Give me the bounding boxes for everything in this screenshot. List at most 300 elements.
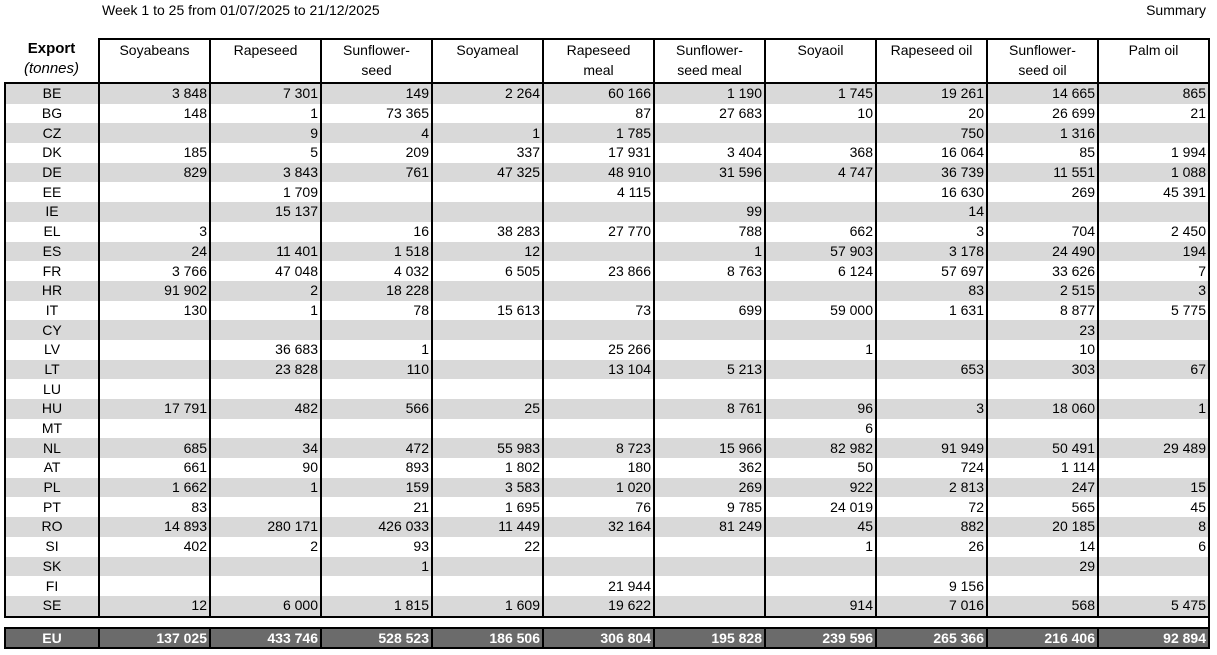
value-cell: 57 903 [765, 242, 876, 262]
value-cell [876, 320, 987, 340]
value-cell [765, 281, 876, 301]
value-cell [1098, 419, 1209, 439]
value-cell [543, 281, 654, 301]
value-cell [654, 320, 765, 340]
value-cell: 269 [987, 182, 1098, 202]
value-cell: 761 [321, 163, 432, 183]
report-period: Week 1 to 25 from 01/07/2025 to 21/12/2025 [102, 2, 380, 18]
country-code: LU [5, 379, 99, 399]
table-row [5, 242, 1209, 262]
value-cell: 3 848 [99, 83, 210, 104]
value-cell: 14 [876, 202, 987, 222]
column-header-line: Rapeseed oil [890, 42, 973, 58]
header-row [5, 39, 1209, 83]
value-cell: 15 613 [432, 301, 543, 321]
value-cell: 23 866 [543, 261, 654, 281]
value-cell: 25 266 [543, 340, 654, 360]
table-row [5, 478, 1209, 498]
table-row [5, 596, 1209, 617]
value-cell: 73 [543, 301, 654, 321]
value-cell [876, 379, 987, 399]
value-cell [432, 182, 543, 202]
value-cell: 130 [99, 301, 210, 321]
table-row [5, 104, 1209, 124]
value-cell: 426 033 [321, 517, 432, 537]
value-cell: 83 [99, 497, 210, 517]
value-cell: 750 [876, 123, 987, 143]
table-row [5, 83, 1209, 104]
value-cell [987, 202, 1098, 222]
value-cell [99, 182, 210, 202]
column-header-line: Soyabeans [119, 42, 190, 58]
unit-heading: (tonnes) [23, 60, 80, 77]
column-header-line: Rapeseed [566, 42, 631, 58]
country-code: NL [5, 438, 99, 458]
total-cell: 195 828 [654, 628, 765, 648]
column-header-line: Soyaoil [797, 42, 844, 58]
value-cell [321, 576, 432, 596]
column-header-line: Soyameal [456, 42, 519, 58]
value-cell: 73 365 [321, 104, 432, 124]
value-cell: 45 391 [1098, 182, 1209, 202]
country-code: PL [5, 478, 99, 498]
value-cell: 78 [321, 301, 432, 321]
value-cell: 36 739 [876, 163, 987, 183]
value-cell [210, 419, 321, 439]
value-cell [765, 557, 876, 577]
table-row [5, 497, 1209, 517]
value-cell: 87 [543, 104, 654, 124]
value-cell: 1 785 [543, 123, 654, 143]
value-cell: 31 596 [654, 163, 765, 183]
value-cell: 2 813 [876, 478, 987, 498]
value-cell [432, 360, 543, 380]
value-cell [321, 182, 432, 202]
value-cell: 1 [765, 537, 876, 557]
value-cell: 16 630 [876, 182, 987, 202]
value-cell [543, 537, 654, 557]
value-cell [432, 379, 543, 399]
value-cell: 402 [99, 537, 210, 557]
value-cell: 99 [654, 202, 765, 222]
value-cell: 337 [432, 143, 543, 163]
value-cell: 6 000 [210, 596, 321, 617]
value-cell: 24 [99, 242, 210, 262]
value-cell: 653 [876, 360, 987, 380]
corner-header [5, 39, 99, 83]
summary-label: Summary [1146, 2, 1206, 18]
value-cell [765, 360, 876, 380]
value-cell: 14 893 [99, 517, 210, 537]
value-cell: 6 505 [432, 261, 543, 281]
value-cell: 16 [321, 222, 432, 242]
total-label: EU [5, 628, 99, 648]
value-cell: 3 [876, 399, 987, 419]
value-cell: 72 [876, 497, 987, 517]
value-cell [765, 123, 876, 143]
country-code: IE [5, 202, 99, 222]
table-row [5, 458, 1209, 478]
value-cell: 50 491 [987, 438, 1098, 458]
value-cell: 865 [1098, 83, 1209, 104]
value-cell: 9 785 [654, 497, 765, 517]
value-cell [1098, 379, 1209, 399]
value-cell: 180 [543, 458, 654, 478]
value-cell: 1 709 [210, 182, 321, 202]
value-cell [543, 419, 654, 439]
value-cell [765, 182, 876, 202]
value-cell [654, 182, 765, 202]
country-code: PT [5, 497, 99, 517]
value-cell: 8 877 [987, 301, 1098, 321]
value-cell: 303 [987, 360, 1098, 380]
value-cell: 17 931 [543, 143, 654, 163]
country-code: LV [5, 340, 99, 360]
value-cell: 11 401 [210, 242, 321, 262]
value-cell [1098, 320, 1209, 340]
value-cell: 11 551 [987, 163, 1098, 183]
value-cell: 4 032 [321, 261, 432, 281]
value-cell: 148 [99, 104, 210, 124]
value-cell: 81 249 [654, 517, 765, 537]
value-cell: 19 622 [543, 596, 654, 617]
value-cell: 26 699 [987, 104, 1098, 124]
value-cell: 4 747 [765, 163, 876, 183]
value-cell: 247 [987, 478, 1098, 498]
value-cell [1098, 340, 1209, 360]
value-cell: 67 [1098, 360, 1209, 380]
value-cell [543, 557, 654, 577]
country-code: EL [5, 222, 99, 242]
column-header-sunflower-seed-oil [987, 39, 1098, 83]
value-cell: 1 088 [1098, 163, 1209, 183]
country-code: CZ [5, 123, 99, 143]
column-header-rapeseed-oil [876, 39, 987, 83]
value-cell: 482 [210, 399, 321, 419]
value-cell [321, 379, 432, 399]
country-code: HU [5, 399, 99, 419]
value-cell: 55 983 [432, 438, 543, 458]
value-cell: 6 [765, 419, 876, 439]
value-cell [99, 557, 210, 577]
value-cell: 7 301 [210, 83, 321, 104]
value-cell [432, 340, 543, 360]
value-cell [1098, 576, 1209, 596]
value-cell [654, 596, 765, 617]
value-cell: 33 626 [987, 261, 1098, 281]
value-cell: 11 449 [432, 517, 543, 537]
value-cell: 23 828 [210, 360, 321, 380]
column-header-soyameal [432, 39, 543, 83]
value-cell: 29 [987, 557, 1098, 577]
export-heading: Export [27, 40, 76, 57]
value-cell: 3 [99, 222, 210, 242]
table-row [5, 222, 1209, 242]
total-row [5, 628, 1209, 648]
value-cell [1098, 458, 1209, 478]
column-header-line: Sunflower- [343, 42, 410, 58]
value-cell: 10 [987, 340, 1098, 360]
country-code: RO [5, 517, 99, 537]
value-cell [987, 576, 1098, 596]
value-cell [654, 537, 765, 557]
value-cell: 13 104 [543, 360, 654, 380]
value-cell: 3 766 [99, 261, 210, 281]
value-cell [543, 242, 654, 262]
value-cell: 10 [765, 104, 876, 124]
value-cell: 12 [432, 242, 543, 262]
country-code: LT [5, 360, 99, 380]
table-row [5, 379, 1209, 399]
value-cell: 472 [321, 438, 432, 458]
value-cell: 1 [654, 242, 765, 262]
value-cell: 18 060 [987, 399, 1098, 419]
column-header-line: seed meal [677, 62, 742, 78]
value-cell: 26 [876, 537, 987, 557]
value-cell: 8 761 [654, 399, 765, 419]
column-header-line: seed oil [1018, 62, 1067, 78]
value-cell: 368 [765, 143, 876, 163]
value-cell: 882 [876, 517, 987, 537]
value-cell [99, 340, 210, 360]
value-cell: 29 489 [1098, 438, 1209, 458]
value-cell: 38 283 [432, 222, 543, 242]
value-cell: 45 [1098, 497, 1209, 517]
value-cell [987, 379, 1098, 399]
table-row [5, 320, 1209, 340]
value-cell: 1 [765, 340, 876, 360]
total-cell: 216 406 [987, 628, 1098, 648]
column-header-rapeseed-meal [543, 39, 654, 83]
value-cell [654, 576, 765, 596]
export-table [4, 38, 1210, 649]
value-cell: 8 723 [543, 438, 654, 458]
value-cell [99, 360, 210, 380]
value-cell: 914 [765, 596, 876, 617]
value-cell: 1 631 [876, 301, 987, 321]
value-cell [654, 281, 765, 301]
value-cell: 685 [99, 438, 210, 458]
value-cell: 60 166 [543, 83, 654, 104]
value-cell: 1 190 [654, 83, 765, 104]
table-body [5, 83, 1209, 617]
total-cell: 137 025 [99, 628, 210, 648]
value-cell: 20 [876, 104, 987, 124]
table-row [5, 301, 1209, 321]
country-code: ES [5, 242, 99, 262]
total-cell: 265 366 [876, 628, 987, 648]
column-header-line: Rapeseed [233, 42, 298, 58]
value-cell: 1 [321, 340, 432, 360]
country-code: EE [5, 182, 99, 202]
value-cell [210, 576, 321, 596]
value-cell: 24 490 [987, 242, 1098, 262]
value-cell [543, 202, 654, 222]
value-cell: 1 [1098, 399, 1209, 419]
value-cell: 24 019 [765, 497, 876, 517]
value-cell: 2 264 [432, 83, 543, 104]
country-code: SK [5, 557, 99, 577]
value-cell: 1 662 [99, 478, 210, 498]
value-cell: 9 156 [876, 576, 987, 596]
value-cell: 159 [321, 478, 432, 498]
value-cell: 1 609 [432, 596, 543, 617]
value-cell [99, 202, 210, 222]
value-cell: 1 695 [432, 497, 543, 517]
value-cell: 21 [1098, 104, 1209, 124]
value-cell [876, 557, 987, 577]
column-header-line: Sunflower- [1009, 42, 1076, 58]
value-cell: 1 020 [543, 478, 654, 498]
country-code: BE [5, 83, 99, 104]
column-header-line: seed [361, 62, 392, 78]
value-cell [987, 419, 1098, 439]
table-row [5, 576, 1209, 596]
value-cell: 14 665 [987, 83, 1098, 104]
value-cell: 662 [765, 222, 876, 242]
table-row [5, 360, 1209, 380]
value-cell: 704 [987, 222, 1098, 242]
value-cell: 47 048 [210, 261, 321, 281]
value-cell: 269 [654, 478, 765, 498]
value-cell: 27 683 [654, 104, 765, 124]
value-cell [654, 340, 765, 360]
value-cell: 19 261 [876, 83, 987, 104]
value-cell: 83 [876, 281, 987, 301]
table-row [5, 557, 1209, 577]
column-header-sunflower-seed [321, 39, 432, 83]
value-cell: 829 [99, 163, 210, 183]
value-cell [543, 399, 654, 419]
value-cell: 788 [654, 222, 765, 242]
value-cell [543, 379, 654, 399]
value-cell: 15 966 [654, 438, 765, 458]
value-cell: 96 [765, 399, 876, 419]
value-cell: 1 815 [321, 596, 432, 617]
value-cell: 110 [321, 360, 432, 380]
country-code: AT [5, 458, 99, 478]
value-cell: 21 [321, 497, 432, 517]
country-code: SI [5, 537, 99, 557]
country-code: FI [5, 576, 99, 596]
value-cell: 1 802 [432, 458, 543, 478]
value-cell: 8 763 [654, 261, 765, 281]
value-cell: 93 [321, 537, 432, 557]
value-cell: 57 697 [876, 261, 987, 281]
country-code: MT [5, 419, 99, 439]
value-cell: 1 745 [765, 83, 876, 104]
value-cell: 2 450 [1098, 222, 1209, 242]
value-cell [1098, 123, 1209, 143]
value-cell: 362 [654, 458, 765, 478]
column-header-line: Palm oil [1128, 42, 1179, 58]
country-code: IT [5, 301, 99, 321]
value-cell: 194 [1098, 242, 1209, 262]
value-cell [210, 379, 321, 399]
value-cell: 2 515 [987, 281, 1098, 301]
total-cell: 306 804 [543, 628, 654, 648]
value-cell: 5 475 [1098, 596, 1209, 617]
country-code: SE [5, 596, 99, 617]
value-cell [99, 576, 210, 596]
value-cell: 922 [765, 478, 876, 498]
value-cell: 12 [99, 596, 210, 617]
value-cell [210, 222, 321, 242]
value-cell: 1 [321, 557, 432, 577]
value-cell: 149 [321, 83, 432, 104]
value-cell [1098, 557, 1209, 577]
value-cell [210, 557, 321, 577]
table-row [5, 163, 1209, 183]
value-cell [1098, 202, 1209, 222]
value-cell: 17 791 [99, 399, 210, 419]
value-cell: 27 770 [543, 222, 654, 242]
value-cell: 2 [210, 281, 321, 301]
value-cell: 699 [654, 301, 765, 321]
value-cell: 21 944 [543, 576, 654, 596]
value-cell: 3 [876, 222, 987, 242]
table-row [5, 537, 1209, 557]
value-cell: 15 [1098, 478, 1209, 498]
value-cell [876, 419, 987, 439]
value-cell: 82 982 [765, 438, 876, 458]
value-cell [99, 320, 210, 340]
column-header-sunflower-seed-meal [654, 39, 765, 83]
table-row [5, 123, 1209, 143]
value-cell: 23 [987, 320, 1098, 340]
value-cell: 1 [210, 301, 321, 321]
value-cell: 661 [99, 458, 210, 478]
value-cell: 50 [765, 458, 876, 478]
value-cell: 565 [987, 497, 1098, 517]
value-cell [654, 379, 765, 399]
total-cell: 528 523 [321, 628, 432, 648]
value-cell: 3 404 [654, 143, 765, 163]
value-cell: 1 [432, 123, 543, 143]
table-row [5, 143, 1209, 163]
table-row [5, 399, 1209, 419]
value-cell: 22 [432, 537, 543, 557]
value-cell: 1 518 [321, 242, 432, 262]
total-cell: 186 506 [432, 628, 543, 648]
value-cell: 34 [210, 438, 321, 458]
value-cell [432, 202, 543, 222]
value-cell: 90 [210, 458, 321, 478]
value-cell: 6 [1098, 537, 1209, 557]
value-cell [765, 576, 876, 596]
column-header-palm-oil [1098, 39, 1209, 83]
column-header-line: Sunflower- [676, 42, 743, 58]
value-cell [876, 340, 987, 360]
table-row [5, 261, 1209, 281]
value-cell: 76 [543, 497, 654, 517]
column-header-soyaoil [765, 39, 876, 83]
value-cell: 48 910 [543, 163, 654, 183]
value-cell: 3 843 [210, 163, 321, 183]
value-cell: 36 683 [210, 340, 321, 360]
value-cell: 5 775 [1098, 301, 1209, 321]
total-cell: 239 596 [765, 628, 876, 648]
value-cell: 32 164 [543, 517, 654, 537]
table-row [5, 419, 1209, 439]
value-cell [99, 419, 210, 439]
value-cell: 1 [210, 104, 321, 124]
value-cell: 280 171 [210, 517, 321, 537]
value-cell [321, 202, 432, 222]
value-cell: 3 583 [432, 478, 543, 498]
value-cell: 7 [1098, 261, 1209, 281]
value-cell: 1 [210, 478, 321, 498]
